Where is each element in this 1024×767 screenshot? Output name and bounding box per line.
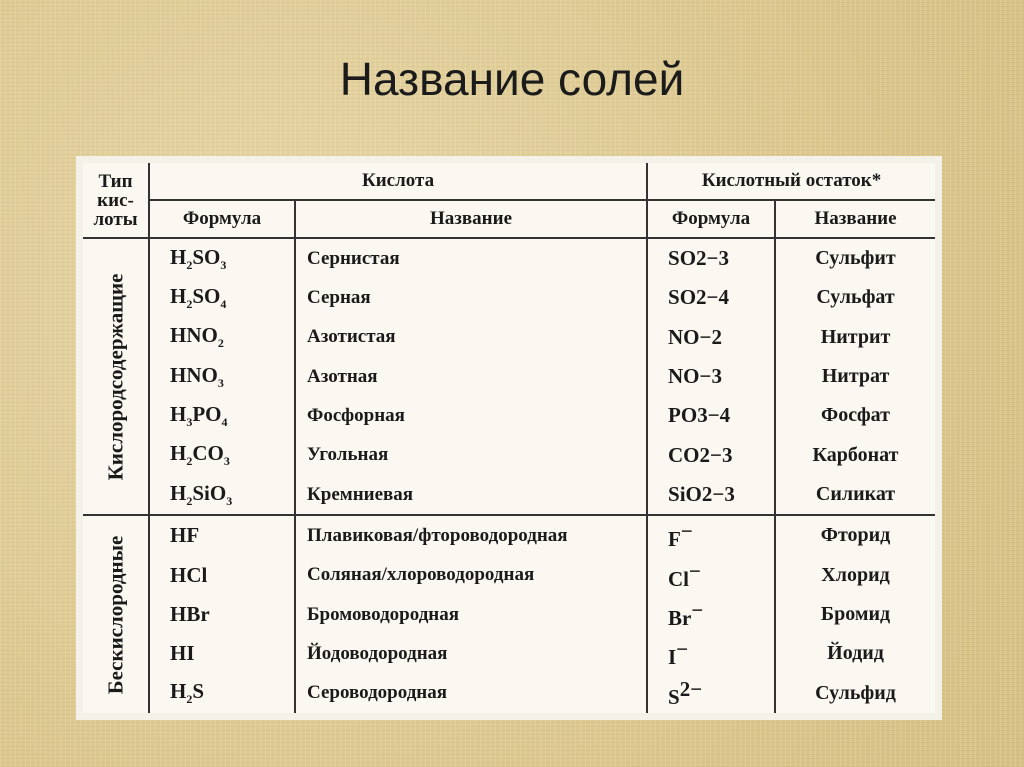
residue-formula: F (668, 527, 681, 552)
formula-subscript: 2 (186, 454, 193, 469)
residue-formula-cell (647, 595, 775, 634)
residue-charge: 2− (701, 482, 725, 507)
residue-charge-stack (691, 598, 703, 622)
formula-part: H (170, 441, 187, 466)
residue-name-cell: Бромид (820, 603, 891, 626)
formula-subscript: 2 (186, 257, 193, 272)
residue-name-cell: Нитрит (820, 325, 891, 348)
residue-formula: Br (668, 606, 692, 631)
residue-charge-stack (700, 443, 733, 467)
residue-subscript: 3 (724, 482, 735, 507)
residue-subscript: 3 (718, 246, 729, 271)
header-acid-type (83, 163, 149, 238)
residue-formula: I (668, 645, 677, 670)
salts-table (83, 163, 935, 713)
table-row (83, 556, 935, 595)
formula-subscript: 2 (217, 336, 224, 351)
acid-formula-cell (149, 436, 295, 475)
formula-part: HNO (170, 323, 218, 348)
formula-part: H (170, 244, 187, 269)
residue-charge-stack (681, 519, 693, 543)
acid-name-cell: Азотная (295, 357, 647, 396)
acid-formula-cell (149, 318, 295, 357)
header-type-line-3: лоты (93, 208, 138, 230)
table-row (83, 436, 935, 475)
formula-subscript: 2 (186, 692, 193, 707)
residue-charge-stack (676, 637, 688, 661)
residue-formula-cell (647, 278, 775, 317)
formula-part: H (170, 401, 187, 426)
formula-subscript: 4 (220, 297, 227, 312)
formula-part: H (170, 480, 187, 505)
formula-subscript: 3 (226, 493, 233, 508)
residue-charge: 2− (696, 246, 719, 271)
residue-name-cell: Сульфит (815, 247, 896, 270)
formula-part: HF (170, 523, 200, 548)
residue-charge: − (699, 364, 712, 389)
residue-charge: 3− (697, 403, 720, 428)
formula-subscript: 3 (217, 375, 224, 390)
residue-subscript: 3 (721, 442, 733, 467)
table-row (83, 595, 935, 634)
formula-part: HI (170, 641, 195, 666)
table-row (83, 357, 935, 396)
acid-name-cell: Азотистая (295, 318, 647, 357)
residue-formula: SiO (668, 482, 702, 507)
acid-name-cell: Плавиковая/фтороводородная (295, 515, 647, 555)
residue-name-cell: Карбонат (812, 443, 899, 466)
acid-name-cell: Соляная/хлороводородная (295, 556, 647, 595)
formula-subscript: 3 (220, 257, 227, 272)
residue-name-cell: Нитрат (821, 365, 890, 388)
residue-name-cell: Силикат (775, 475, 935, 515)
table-row (83, 318, 935, 357)
acid-formula-cell (149, 396, 295, 435)
residue-name-cell: Йодид (827, 642, 884, 665)
table-row (83, 238, 935, 278)
formula-part: HNO (170, 362, 218, 387)
residue-formula-cell (647, 674, 775, 713)
residue-charge-stack (702, 482, 735, 506)
header-acid-name: Название (295, 200, 647, 238)
residue-charge: 2− (696, 285, 719, 310)
acid-formula-cell (149, 238, 295, 278)
table-row (83, 278, 935, 317)
header-acid: Кислота (149, 163, 647, 200)
residue-formula: S (668, 684, 680, 709)
residue-charge-stack (700, 364, 722, 388)
section-label-cell (83, 515, 149, 713)
residue-formula-cell (647, 475, 775, 515)
residue-subscript: 2 (711, 324, 722, 349)
acid-formula-cell (149, 674, 295, 713)
header-residue: Кислотный остаток* (647, 163, 935, 200)
residue-formula: PO (668, 403, 698, 428)
residue-charge-stack (680, 677, 702, 701)
residue-formula-cell (647, 357, 775, 396)
table-row (83, 674, 935, 713)
residue-name-cell: Фосфат (821, 404, 890, 427)
formula-part: SO (192, 283, 221, 308)
acid-formula-cell (149, 278, 295, 317)
formula-part: SO (192, 244, 221, 269)
residue-charge-stack (696, 246, 729, 270)
formula-subscript: 3 (186, 415, 193, 430)
acid-name-cell: Фосфорная (295, 396, 647, 435)
residue-formula: SO (668, 285, 697, 310)
residue-charge: − (689, 558, 701, 583)
header-type-line-2: кис- (97, 189, 134, 211)
residue-subscript: 4 (718, 285, 729, 310)
table-row (83, 515, 935, 555)
residue-formula-cell (647, 515, 775, 555)
formula-part: HBr (170, 602, 210, 627)
residue-formula: Cl (668, 566, 690, 591)
salts-table-frame (76, 156, 942, 720)
header-row-bottom (83, 200, 935, 238)
acid-name-cell: Сероводородная (295, 674, 647, 713)
residue-charge: − (691, 598, 704, 623)
residue-charge: − (699, 324, 712, 349)
table-body (83, 238, 935, 713)
residue-charge: 2− (699, 442, 722, 467)
residue-formula-cell (647, 634, 775, 673)
acid-name-cell: Угольная (295, 436, 647, 475)
section-label-cell (83, 238, 149, 515)
residue-formula-cell (647, 238, 775, 278)
residue-formula-cell (647, 396, 775, 435)
residue-charge: 2− (679, 676, 703, 701)
acid-formula-cell (149, 357, 295, 396)
residue-subscript: 4 (719, 403, 731, 428)
header-row-top (83, 163, 935, 200)
formula-part: HCl (170, 562, 208, 587)
formula-part: H (170, 283, 187, 308)
slide-title: Название солей (339, 53, 685, 105)
acid-name-cell: Серная (295, 278, 647, 317)
acid-formula-cell (149, 556, 295, 595)
residue-name-cell: Сульфат (816, 286, 895, 309)
formula-subscript: 3 (223, 454, 230, 469)
acid-formula-cell (149, 515, 295, 555)
table-row (83, 634, 935, 673)
residue-formula: CO (668, 442, 700, 467)
formula-subscript: 2 (186, 493, 193, 508)
residue-charge-stack (700, 325, 722, 349)
residue-formula-cell (647, 436, 775, 475)
formula-part: CO (192, 441, 224, 466)
formula-subscript: 2 (186, 297, 193, 312)
table-row (83, 396, 935, 435)
header-residue-name: Название (775, 200, 935, 238)
residue-charge: − (676, 637, 689, 662)
residue-name-cell: Фторид (820, 524, 891, 547)
residue-charge-stack (689, 559, 701, 583)
residue-formula: NO (668, 324, 700, 349)
residue-name-cell: Сульфид (815, 681, 896, 704)
section-label: Кислородсодержащие (103, 273, 127, 481)
formula-part: SiO (192, 480, 227, 505)
residue-charge-stack (696, 285, 729, 309)
residue-formula: NO (668, 364, 700, 389)
acid-formula-cell (149, 595, 295, 634)
acid-name-cell: Кремниевая (295, 475, 647, 515)
header-acid-formula: Формула (149, 200, 295, 238)
table-row (83, 475, 935, 515)
acid-formula-cell (149, 475, 295, 515)
formula-part: H (170, 679, 187, 704)
section-label: Бескислородные (103, 535, 127, 694)
residue-subscript: 3 (711, 364, 722, 389)
formula-part: PO (192, 401, 222, 426)
residue-formula: SO (668, 246, 697, 271)
residue-name-cell: Хлорид (821, 563, 890, 586)
header-type-line-1: Тип (98, 170, 133, 192)
acid-name-cell: Сернистая (295, 238, 647, 278)
residue-charge-stack (697, 403, 730, 427)
header-residue-formula: Формула (647, 200, 775, 238)
acid-formula-cell (149, 634, 295, 673)
formula-subscript: 4 (221, 415, 228, 430)
residue-formula-cell (647, 556, 775, 595)
acid-name-cell: Бромоводородная (295, 595, 647, 634)
formula-part: S (192, 679, 205, 704)
acid-name-cell: Йодоводородная (295, 634, 647, 673)
residue-formula-cell (647, 318, 775, 357)
residue-charge: − (680, 519, 693, 544)
